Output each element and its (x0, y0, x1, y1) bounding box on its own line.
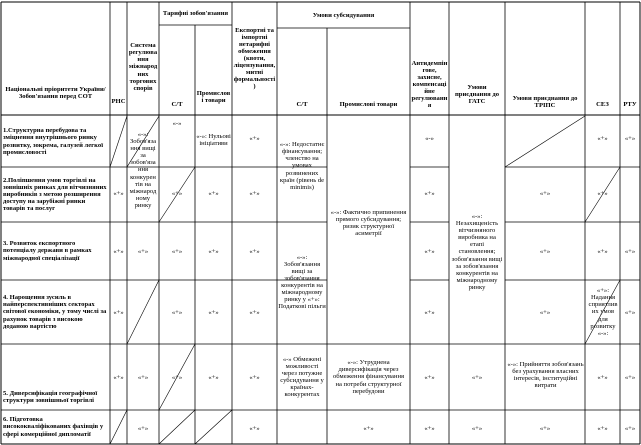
mark-system-r5: «+» (137, 374, 149, 382)
header-subsidy-industrial: Промислові товари (339, 101, 398, 109)
note-subsidy-st-r3: «-»: Зобов'язання вищі за зобов'язання конкурентів на міжнародному ринку у «+»: Податкові пільги (278, 253, 326, 311)
mark-export-import-r2: «+» (249, 190, 260, 198)
header-trips: Умови приєднання до ТРІПС (512, 94, 578, 109)
mark-trips-r2: «+» (539, 190, 551, 198)
row-label-2: 2.Поліпшення умов торгівлі на зовнішніх ринках для вітчизняних виробників з метою розширення доступу на зарубіжні ринки товарів та послуг (3, 176, 107, 213)
mark-antidumping-r4: «+» (424, 309, 435, 317)
mark-rns-r2: «+» (113, 190, 124, 198)
mark-export-import-r3: «+» (249, 248, 260, 256)
header-export-import: Експортні та імпортні нетарифні обмеження (квоти, ліцензування, митні формальності) (233, 26, 276, 91)
note-subsidy-st-r5: «-» Обмежені можливості через потужне субсидування у країнах-конкурентах (280, 355, 324, 399)
diagonal-slash-8 (110, 410, 127, 444)
mark-tariff-st-r5: «+» (171, 374, 183, 382)
mark-antidumping-r3: «+» (424, 248, 435, 256)
mark-antidumping-r6: «+» (424, 425, 435, 433)
header-tariff-st: С/Т (171, 101, 183, 109)
header-tariff-industrial: Промислові товари (196, 89, 231, 104)
note-trips-r5: «-»: Прийняття зобов'язань без урахування власних інтересів, інституційні витрати (507, 360, 584, 390)
mark-tariff-st-r3: «+» (171, 248, 183, 256)
mark-rtu-r4: «+» (624, 309, 636, 317)
mark-trips-r4: «+» (539, 309, 551, 317)
mark-rtu-r6: «+» (624, 425, 636, 433)
header-gats: Умови приєднання до ГАТС (455, 83, 499, 106)
mark-tariff-industrial-r5: «+» (208, 374, 219, 382)
header-rtu: РТУ (623, 101, 637, 109)
row-label-3: 3. Розвиток експортного потенціалу держави в рамках міжнародної спеціалізації (3, 240, 92, 262)
mark-tariff-industrial-r3: «+» (208, 248, 219, 256)
mark-sez-r5: «+» (597, 374, 608, 382)
header-subsidy-st: С/Т (296, 101, 308, 109)
diagonal-slash-9 (195, 410, 232, 444)
mark-antidumping-r2: «+» (424, 190, 435, 198)
note-tariff-industrial-r1: «-»: Нульові ініціативи (196, 132, 231, 147)
diagonal-slash-0 (110, 116, 127, 167)
diagonal-slash-7 (505, 116, 585, 167)
mark-rns-r4: «+» (113, 309, 124, 317)
mark-rtu-r5: «+» (624, 374, 636, 382)
header-dispute-system: Система регулювання міжнародних торгових спорів (128, 42, 158, 92)
mark-rns-r5: «+» (113, 374, 124, 382)
mark-trips-r6: «+» (539, 425, 551, 433)
header-sez: СЕЗ (596, 101, 609, 109)
mark-rtu-r3: «+» (624, 248, 636, 256)
mark-export-import-r4: «+» (249, 309, 260, 317)
mark-antidumping-r1: «-» (425, 135, 434, 143)
row-label-5: 5. Диверсифікація географічної структури зовнішньої торгівлі (3, 389, 98, 404)
header-subsidy: Умови субсидування (312, 11, 375, 19)
mark-tariff-industrial-r4: «+» (208, 309, 219, 317)
mark-tariff-st-r2: «+» (171, 190, 183, 198)
header-antidumping: Антидемпінгове, захисне, компенсаційне регулювання (411, 59, 448, 110)
row-label-4: 4. Нарощення зусиль в найперспективніших секторах світової економіки, у тому числі за рахунок товарів з високою доданою вартістю (3, 294, 107, 330)
mark-rtu-r1: «+» (624, 135, 636, 143)
mark-gats-r5: «+» (471, 374, 483, 382)
mark-system-r3: «+» (137, 248, 149, 256)
mark-antidumping-r5: «+» (424, 374, 435, 382)
row-label-6: 6. Підготовка висококваліфікованих фахівців у сфері комерційної дипломатії (3, 416, 104, 438)
note-sez-r4: «+»: Надання сприятливих умов для розвитку «-»: (588, 287, 618, 337)
note-gats-mid: «-»: Незахищеність вітчизняного виробника на етапі становлення; зобов'язання вищі за зобов'язання конкурентів на міжнародному ринку (451, 212, 503, 291)
mark-gats-r6: «+» (471, 425, 483, 433)
header-tariff: Тарифні зобов'язання (162, 10, 229, 18)
mark-export-import-r5: «+» (249, 374, 260, 382)
mark-sez-r6: «+» (597, 425, 608, 433)
header-priorities: Національні пріоритети України/ Зобов'язання перед СОТ (5, 85, 106, 100)
mark-tariff-st-r1: «-» (172, 120, 182, 128)
mark-trips-r3: «+» (539, 248, 551, 256)
note-subsidy-industrial-mid: «-»: Фактично припинення прямого субсидування; ризик структурної асиметрії (330, 208, 407, 238)
diagonal-slash-4 (127, 280, 159, 344)
row-label-1: 1.Структурна перебудова та зміцнення внутрішнього ринку розвитку, зокрема, галузей легкої промисловості (3, 127, 104, 156)
mark-sez-r2: «+» (597, 190, 608, 198)
mark-export-import-r6: «+» (249, 425, 260, 433)
mark-sez-r1: «+» (597, 135, 608, 143)
note-subsidy-st-r1: «-»: Недостатнє фінансування; членство на умовах розвинених країн (рівень de minimis) (279, 141, 325, 191)
mark-subsidy-industrial-r6: «+» (363, 425, 374, 433)
mark-tariff-st-r4: «+» (171, 309, 183, 317)
mark-tariff-industrial-r2: «+» (208, 190, 219, 198)
mark-system-r6: «+» (137, 425, 149, 433)
note-subsidy-industrial-r5: «-»: Утруднена диверсифікація через обмеження фінансування на потреби структурної перебудови (332, 359, 405, 395)
mark-rns-r3: «+» (113, 248, 124, 256)
mark-sez-r3: «+» (597, 248, 608, 256)
note-system-r1: «-»: Зобов'язання вищі за зобов'язання конкурентів на міжнародному ринку (129, 130, 157, 209)
mark-export-import-r1: «+» (249, 135, 260, 143)
diagonal-slash-10 (159, 410, 195, 444)
header-rns: РНС (111, 98, 126, 106)
